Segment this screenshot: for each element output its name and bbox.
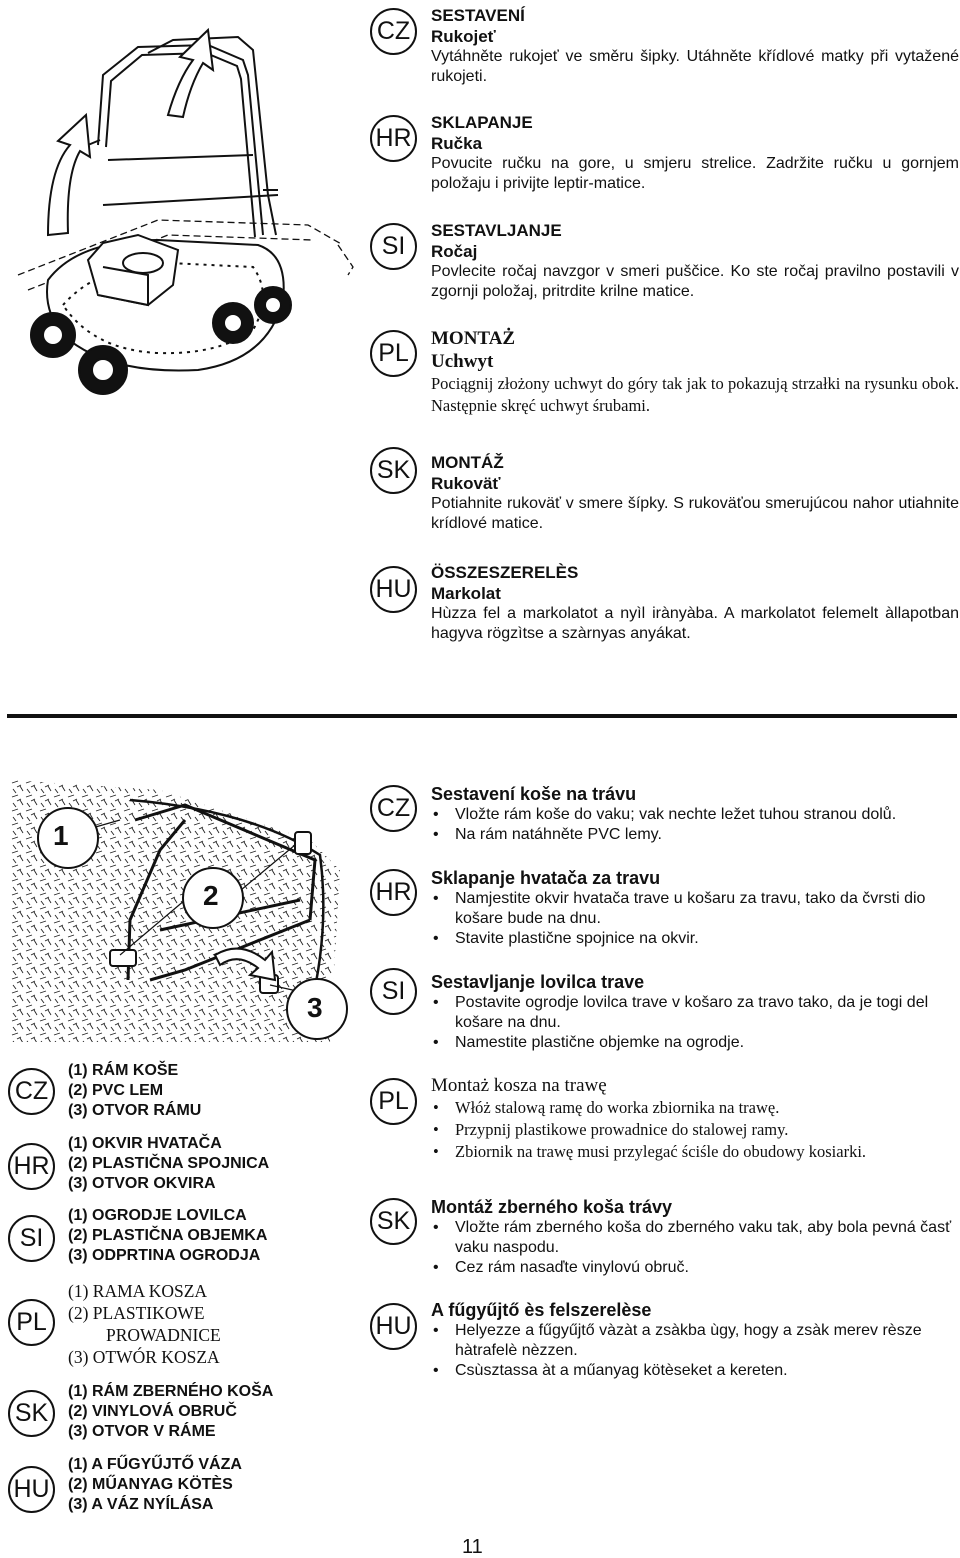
- section-heading: A fűgyűjtő ès felszerelèse: [431, 1300, 652, 1320]
- legend-pl: [68, 1280, 328, 1368]
- bullet-item: • Zbiornik na trawę musi przylegać ściśle do obudowy kosiarki.: [431, 1141, 959, 1163]
- section-hr-handle: [431, 112, 959, 194]
- language-badge-cz: CZ: [370, 785, 417, 832]
- legend-si: [68, 1206, 328, 1266]
- language-badge-cz: CZ: [370, 8, 417, 55]
- bullet-item: • Namestite plastične objemke na ogrodje.: [431, 1033, 959, 1053]
- legend-item: (1) RÁM ZBERNÉHO KOŠA: [68, 1383, 274, 1400]
- language-badge-pl: PL: [8, 1299, 55, 1346]
- legend-item: (2) PLASTIČNA OBJEMKA: [68, 1227, 268, 1244]
- section-hu-handle: [431, 562, 959, 644]
- section-sk-handle: [431, 452, 959, 534]
- section-subheading: Uchwyt: [431, 351, 494, 372]
- section-text: Pociągnij złożony uchwyt do góry tak jak to pokazują strzałki na rysunku obok. Następnie skręć uchwyt śrubami.: [431, 374, 959, 415]
- section-text: Potiahnite rukoväť v smere šípky. S rukoväťou smerujúcou nahor utiahnite krídlové matice.: [431, 495, 959, 532]
- section-text: Povucite ručku na gore, u smjeru strelice. Zadržite ručku u gornjem položaju i privijte leptir-matice.: [431, 155, 959, 192]
- section-si-catcher: [431, 971, 959, 1053]
- language-badge-hu: HU: [370, 566, 417, 613]
- language-badge-hr: HR: [370, 869, 417, 916]
- legend-item: (2) PVC LEM: [68, 1082, 164, 1099]
- section-divider: [7, 714, 957, 718]
- bullet-item: • Csùsztassa àt a műanyag kötèseket a kereten.: [431, 1361, 959, 1381]
- legend-item: (1) RÁM KOŠE: [68, 1062, 179, 1079]
- section-text: Vytáhněte rukojeť ve směru šipky. Utáhněte křídlové matky při vytažené rukojeti.: [431, 48, 959, 85]
- section-heading: ÖSSZESZERELÈS: [431, 563, 579, 582]
- language-badge-cz: CZ: [8, 1068, 55, 1115]
- language-badge-si: SI: [370, 223, 417, 270]
- section-heading: MONTAŻ: [431, 328, 516, 349]
- language-badge-sk: SK: [370, 447, 417, 494]
- section-subheading: Markolat: [431, 584, 501, 603]
- lawn-mower-handle-illustration: [8, 5, 358, 405]
- section-heading: SKLAPANJE: [431, 113, 533, 132]
- bullet-item: • Postavite ogrodje lovilca trave v košaro za travo tako, da je togi del košare na dnu.: [431, 993, 959, 1033]
- bullet-item: • Vložte rám koše do vaku; vak nechte ležet tuhou stranou dolů.: [431, 805, 959, 825]
- legend-cz: [68, 1061, 328, 1121]
- section-sk-catcher: [431, 1196, 959, 1278]
- bullet-item: • Helyezze a fűgyűjtő vàzàt a zsàkba ùgy, hogy a zsàk merev rèsze hàtrafelè nèzzen.: [431, 1321, 959, 1361]
- section-heading: MONTÁŽ: [431, 453, 504, 472]
- callout-3: 3: [307, 992, 323, 1023]
- language-badge-pl: PL: [370, 330, 417, 377]
- legend-item: PROWADNICE: [106, 1325, 221, 1345]
- language-badge-hu: HU: [370, 1303, 417, 1350]
- section-si-handle: [431, 220, 959, 302]
- legend-item: (3) OTVOR OKVIRA: [68, 1175, 216, 1192]
- bullet-item: • Namjestite okvir hvatača trave u košaru za travu, tako da čvrsti dio košare bude na dnu.: [431, 889, 959, 929]
- legend-item: (3) ODPRTINA OGRODJA: [68, 1247, 261, 1264]
- legend-item: (2) PLASTIKOWE: [68, 1303, 205, 1323]
- section-pl-handle: [431, 327, 959, 417]
- legend-hr: [68, 1134, 328, 1194]
- bullet-item: • Włóż stalową ramę do worka zbiornika na trawę.: [431, 1097, 959, 1119]
- legend-item: (2) VINYLOVÁ OBRUČ: [68, 1403, 237, 1420]
- legend-item: (3) OTVOR RÁMU: [68, 1102, 202, 1119]
- legend-hu: [68, 1455, 328, 1515]
- section-pl-catcher: [431, 1075, 959, 1163]
- bullet-item: • Cez rám nasaďte vinylovú obruč.: [431, 1258, 959, 1278]
- section-subheading: Ročaj: [431, 242, 478, 261]
- section-hr-catcher: [431, 867, 959, 949]
- section-cz-handle: [431, 5, 959, 87]
- language-badge-si: SI: [8, 1215, 55, 1262]
- callout-2: 2: [203, 880, 219, 911]
- section-heading: Montaż kosza na trawę: [431, 1075, 607, 1096]
- section-text: Povlecite ročaj navzgor v smeri puščice. Ko ste ročaj pravilno postavili v zgornji položaj, pritrdite krilne matice.: [431, 263, 959, 300]
- language-badge-sk: SK: [370, 1198, 417, 1245]
- legend-item: (1) OGRODJE LOVILCA: [68, 1207, 247, 1224]
- legend-item: (3) OTVOR V RÁME: [68, 1423, 216, 1440]
- section-subheading: Ručka: [431, 134, 483, 153]
- legend-sk: [68, 1382, 328, 1442]
- page-number: 11: [462, 1536, 483, 1558]
- section-heading: Sestavljanje lovilca trave: [431, 972, 645, 992]
- bullet-item: • Vložte rám zberného koša do zberného vaku tak, aby bola pevná časť vaku naspodu.: [431, 1218, 959, 1258]
- legend-item: (1) OKVIR HVATAČA: [68, 1135, 222, 1152]
- legend-item: (2) PLASTIČNA SPOJNICA: [68, 1155, 270, 1172]
- section-heading: Sklapanje hvatača za travu: [431, 868, 661, 888]
- bullet-item: • Stavite plastične spojnice na okvir.: [431, 929, 959, 949]
- section-heading: SESTAVENÍ: [431, 6, 525, 25]
- language-badge-si: SI: [370, 968, 417, 1015]
- section-text: Hùzza fel a markolatot a nyìl irànyàba. A markolatot felemelt àllapotban hagyva rögzìtse a szàrnyas anyákat.: [431, 605, 959, 642]
- language-badge-hu: HU: [8, 1466, 55, 1513]
- bullet-item: • Na rám natáhněte PVC lemy.: [431, 825, 959, 845]
- language-badge-pl: PL: [370, 1078, 417, 1125]
- language-badge-sk: SK: [8, 1390, 55, 1437]
- section-heading: SESTAVLJANJE: [431, 221, 562, 240]
- section-hu-catcher: [431, 1299, 959, 1381]
- legend-item: (2) MŰANYAG KÖTÈS: [68, 1476, 233, 1493]
- section-subheading: Rukojeť: [431, 27, 496, 46]
- section-cz-catcher: [431, 783, 959, 845]
- callout-1: 1: [53, 820, 69, 851]
- legend-item: (3) OTWÓR KOSZA: [68, 1347, 220, 1367]
- section-heading: Montáž zberného koša trávy: [431, 1197, 673, 1217]
- legend-item: (1) A FŰGYŰJTŐ VÁZA: [68, 1456, 242, 1473]
- language-badge-hr: HR: [8, 1143, 55, 1190]
- section-heading: Sestavení koše na trávu: [431, 784, 637, 804]
- section-subheading: Rukoväť: [431, 474, 501, 493]
- legend-item: (3) A VÁZ NYÍLÁSA: [68, 1496, 214, 1513]
- bullet-item: • Przypnij plastikowe prowadnice do stalowej ramy.: [431, 1119, 959, 1141]
- language-badge-hr: HR: [370, 115, 417, 162]
- legend-item: (1) RAMA KOSZA: [68, 1281, 208, 1301]
